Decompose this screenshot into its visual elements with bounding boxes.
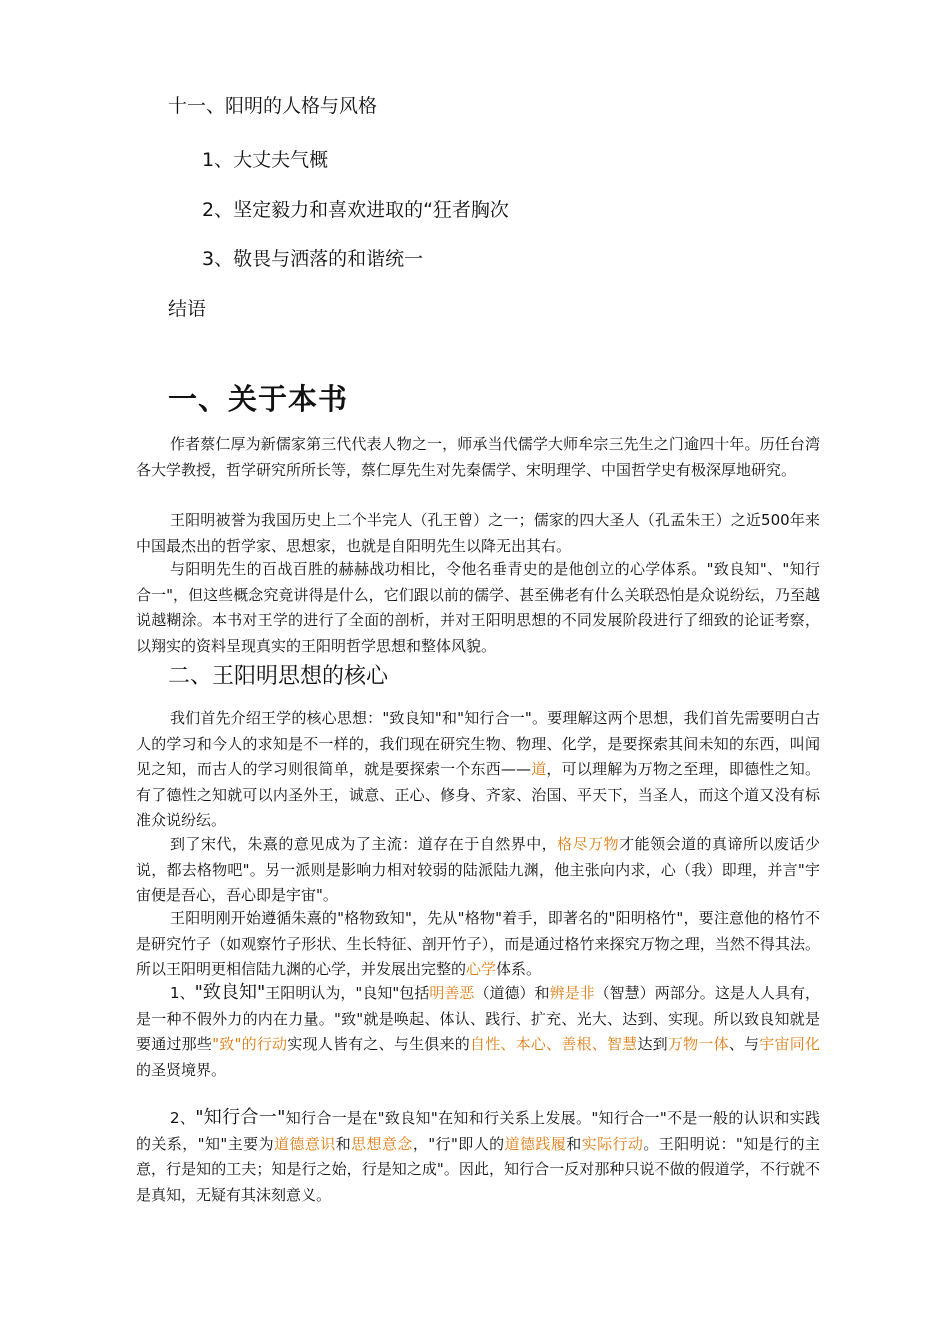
section-2-title: 二、王阳明思想的核心 (168, 664, 389, 689)
toc-item-3: 3、敬畏与洒落的和谐统一 (202, 248, 424, 270)
section-1-paragraph-3: 与阳明先生的百战百胜的赫赫战功相比，令他名垂青史的是他创立的心学体系。"致良知"、"知行合一"，但这些概念究竟讲得是什么，它们跟以前的儒学、甚至佛老有什么关联恐怕是众说纷纭，乃至越说越糊涂。本书对王学的进行了全面的剖析，并对王阳明思想的不同发展阶段进行了细致的论证考察，以翔实的资料呈现真实的王阳明哲学思想和整体风貌。 (136, 560, 820, 655)
section-1-title: 一、关于本书 (168, 382, 349, 416)
toc-conclusion: 结语 (168, 298, 207, 320)
highlight-gejin-wanwu: 格尽万物 (557, 835, 620, 853)
section-1-paragraph-1: 作者蔡仁厚为新儒家第三代代表人物之一，师承当代儒学大师牟宗三先生之门逾四十年。历任台湾各大学教授，哲学研究所所长等，蔡仁厚先生对先秦儒学、宋明理学、中国哲学史有极深厚地研究。 (136, 435, 820, 479)
section-2-paragraph-1: 我们首先介绍王学的核心思想："致良知"和"知行合一"。要理解这两个思想，我们首先需要明白古人的学习和今人的求知是不一样的，我们现在研究生物、物理、化学，是要探索其间未知的东西，叫闻见之知，而古人的学习则很简单，就是要探索一个东西——道，可以理解为万物之至理，即德性之知。有了德性之知就可以内圣外王，诚意、正心、修身、齐家、治国、平天下，当圣人，而这个道又没有标准众说纷纭。 (136, 709, 820, 829)
highlight-xinxue: 心学 (466, 960, 497, 978)
zhiliangzhi-heading: "致良知" (194, 982, 266, 1003)
toc-item-1: 1、大丈夫气概 (202, 149, 329, 171)
section-2-paragraph-4: 1、"致良知"王阳明认为，"良知"包括明善恶（道德）和辨是非（智慧）两部分。这是人人具有，是一种不假外力的内在力量。"致"就是唤起、体认、践行、扩充、光大、达到、实现。所以致良知就是要通过那些"致"的行动实现人皆有之、与生俱来的自性、本心、善根、智慧达到万物一体、与宇宙同化的圣贤境界。 (136, 982, 820, 1079)
section-2-paragraph-3: 王阳明刚开始遵循朱熹的"格物致知"，先从"格物"着手，即著名的"阳明格竹"，要注意他的格竹不是研究竹子（如观察竹子形状、生长特征、剖开竹子），而是通过格竹来探究万物之理，当然不得其法。所以王阳明更相信陆九渊的心学，并发展出完整的心学体系。 (136, 909, 820, 978)
section-2-paragraph-5: 2、"知行合一"知行合一是在"致良知"在知和行关系上发展。"知行合一"不是一般的认识和实践的关系，"知"主要为道德意识和思想意念，"行"即人的道德践履和实际行动。王阳明说："知是行的主意，行是知的工夫；知是行之始，行是知之成"。因此，知行合一反对那种只说不做的假道学，不行就不是真知，无疑有其沫刻意义。 (136, 1107, 821, 1204)
section-2-paragraph-2: 到了宋代，朱熹的意见成为了主流：道存在于自然界中，格尽万物才能领会道的真谛所以废话少说，都去格物吧"。另一派则是影响力相对较弱的陆派陆九渊，他主张向内求，心（我）即理，并言"宇宙便是吾心，吾心即是宇宙"。 (136, 835, 820, 904)
zhixing-heyi-heading: "知行合一" (195, 1107, 286, 1128)
section-1-paragraph-2: 王阳明被誉为我国历史上二个半完人（孔王曾）之一；儒家的四大圣人（孔孟朱王）之近500年来中国最杰出的哲学家、思想家，也就是自阳明先生以降无出其右。 (136, 511, 820, 555)
toc-chapter-11: 十一、阳明的人格与风格 (168, 95, 378, 117)
highlight-dao: 道 (531, 760, 547, 778)
toc-item-2: 2、坚定毅力和喜欢进取的“狂者胸次 (202, 199, 509, 221)
